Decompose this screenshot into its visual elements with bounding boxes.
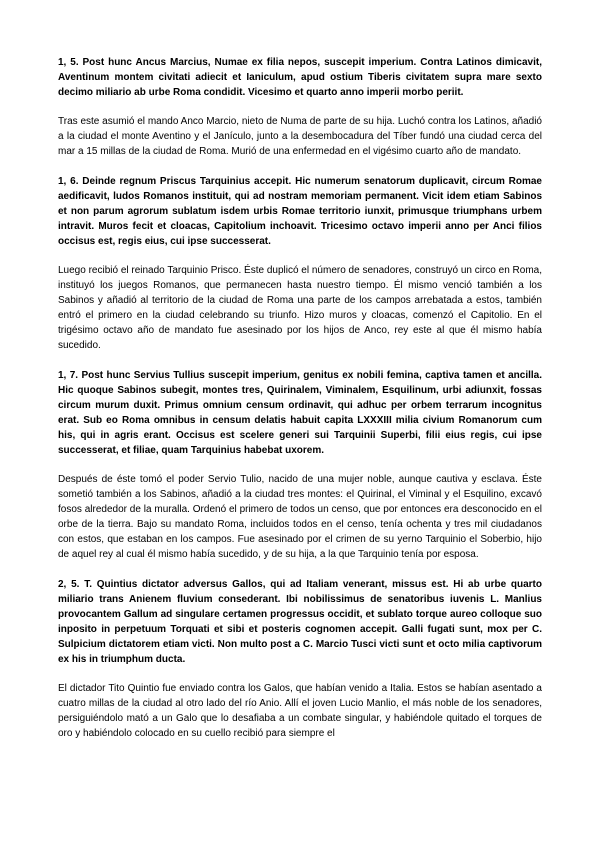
spanish-translation-1-5: Tras este asumió el mando Anco Marcio, nieto de Numa de parte de su hija. Luchó contra los Latinos, añadió a la ciudad el monte Aventino y el Janículo, junto a la desembocadura del Tíber fundó una ciudad cerca del mar a 15 millas de la ciudad de Roma. Murió de una enfermedad en el vigésimo cuarto año de mandato. <box>58 116 542 157</box>
latin-paragraph-1-5: 1, 5. Post hunc Ancus Marcius, Numae ex filia nepos, suscepit imperium. Contra Latinos dimicavit, Aventinum montem civitati adiecit et Ianiculum, apud ostium Tiberis civitatem supra mare sexto decimo miliario ab urbe Roma condidit. Vicesimo et quarto anno imperii morbo periit. <box>58 57 542 98</box>
spanish-translation-1-6: Luego recibió el reinado Tarquinio Prisco. Éste duplicó el número de senadores, construyó un circo en Roma, instituyó los juegos Romanos, que permanecen hasta nuestro tiempo. Él mismo venció también a los Sabinos y añadió al territorio de la ciudad de Roma una parte de los campos arrebatada a estos, también entró el primero en la ciudad celebrando su triunfo. Hizo muros y cloacas, comenzó el Capitolio. En el trigésimo octavo año de mandato fue asesinado por los hijos de Anco, rey este al que él mismo había sucedido. <box>58 265 542 351</box>
document-page <box>58 55 542 756</box>
latin-paragraph-1-7: 1, 7. Post hunc Servius Tullius suscepit imperium, genitus ex nobili femina, captiva tamen et ancilla. Hic quoque Sabinos subegit, montes tres, Quirinalem, Viminalem, Esquilinum, urbi adiunxit, fossas circum murum duxit. Primus omnium censum ordinavit, qui adhuc per orbem terrarum incognitus erat. Sub eo Roma omnibus in censum delatis habuit capita LXXXIII milia civium Romanorum cum his, qui in agris erant. Occisus est scelere generi sui Tarquinii Superbi, filii eius regis, cui ipse successerat, et filiae, quam Tarquinius habebat uxorem. <box>58 370 542 456</box>
latin-paragraph-1-6: 1, 6. Deinde regnum Priscus Tarquinius accepit. Hic numerum senatorum duplicavit, circum Romae aedificavit, ludos Romanos instituit, qui ad nostram memoriam permanent. Vicit idem etiam Sabinos et non parum agrorum sublatum isdem urbis Romae territorio iunxit, primusque triumphans urbem intravit. Muros fecit et cloacas, Capitolium inchoavit. Tricesimo octavo imperii anno per Anci filios occisus est, regis eius, cui ipse successerat. <box>58 176 542 247</box>
spanish-translation-1-7: Después de éste tomó el poder Servio Tulio, nacido de una mujer noble, aunque cautiva y esclava. Éste sometió también a los Sabinos, añadió a la ciudad tres montes: el Quirinal, el Viminal y el Esquilino, excavó fosos alrededor de la muralla. Ordenó el primero de todos un censo, que por entonces era desconocido en el orbe de la tierra. Bajo su mandato Roma, incluidos todos en el censo, tenía ochenta y tres mil ciudadanos con estos, que estaban en los campos. Fue asesinado por el crimen de su yerno Tarquinio el Soberbio, hijo de aquel rey al cual él mismo había sucedido, y de su hija, a la que Tarquinio tenía por esposa. <box>58 474 542 560</box>
latin-paragraph-2-5: 2, 5. T. Quintius dictator adversus Gallos, qui ad Italiam venerant, missus est. Hi ab urbe quarto miliario trans Anienem fluvium consederant. Ibi nobilissimus de senatoribus iuvenis L. Manlius provocantem Gallum ad singulare certamen progressus occidit, et sublato torque aureo colloque suo inposito in perpetuum Torquati et sibi et posteris cognomen accepit. Galli fugati sunt, mox per C. Sulpicium dictatorem etiam victi. Non multo post a C. Marcio Tusci victi sunt et octo milia captivorum ex his in triumphum ducta. <box>58 579 542 665</box>
spanish-translation-2-5: El dictador Tito Quintio fue enviado contra los Galos, que habían venido a Italia. Estos se habían asentado a cuatro millas de la ciudad al otro lado del río Anio. Allí el joven Lucio Manlio, el más noble de los senadores, persiguiéndolo mató a un Galo que lo desafiaba a un combate singular, y habiéndole quitado el torques de oro y habiéndolo colocado en su cuello recibió para siempre el <box>58 683 542 739</box>
